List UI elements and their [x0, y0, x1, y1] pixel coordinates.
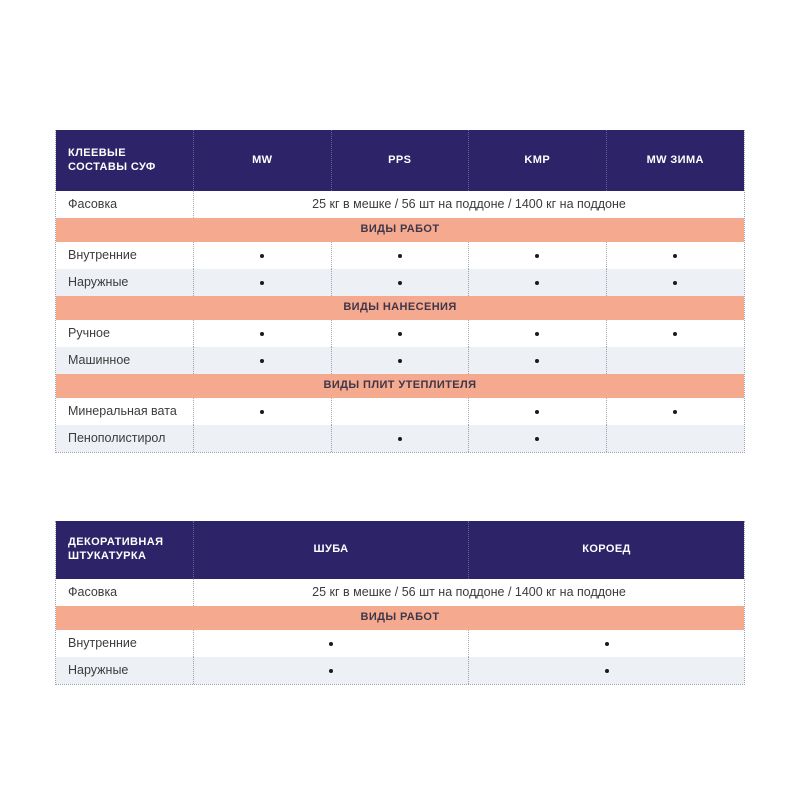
dot-mark: [673, 410, 677, 414]
mark-cell: [469, 347, 607, 374]
dot-mark: [535, 359, 539, 363]
empty-cell: [607, 347, 745, 374]
table-header-row: [56, 130, 744, 191]
dot-mark: [329, 669, 333, 673]
packing-row: [56, 579, 744, 606]
data-row: [56, 630, 744, 657]
mark-cell: [332, 320, 470, 347]
data-row: [56, 269, 744, 296]
tables-container: [0, 130, 800, 685]
column-header: PPS: [332, 130, 470, 191]
row-label: Фасовка: [56, 579, 194, 606]
section-header-row: [56, 218, 744, 242]
section-title: ВИДЫ НАНЕСЕНИЯ: [343, 301, 457, 314]
dot-mark: [535, 410, 539, 414]
dot-mark: [535, 437, 539, 441]
column-header: KMP: [469, 130, 607, 191]
dot-mark: [535, 281, 539, 285]
row-label: Ручное: [56, 320, 194, 347]
mark-cell: [469, 398, 607, 425]
page: [0, 130, 800, 800]
mark-cell: [194, 657, 469, 684]
dot-mark: [398, 437, 402, 441]
dot-mark: [673, 332, 677, 336]
empty-cell: [607, 425, 745, 452]
empty-cell: [332, 398, 470, 425]
data-row: [56, 425, 744, 452]
mark-cell: [194, 347, 332, 374]
mark-cell: [469, 269, 607, 296]
data-row: [56, 242, 744, 269]
row-label: Фасовка: [56, 191, 194, 218]
dot-mark: [398, 281, 402, 285]
dot-mark: [398, 359, 402, 363]
dot-mark: [673, 281, 677, 285]
column-header: КОРОЕД: [582, 543, 631, 556]
data-row: [56, 657, 744, 684]
section-title: ВИДЫ РАБОТ: [360, 611, 440, 624]
dot-mark: [260, 332, 264, 336]
section-header-row: [56, 374, 744, 398]
dot-mark: [535, 254, 539, 258]
product-table-1: [55, 130, 745, 453]
dot-mark: [260, 281, 264, 285]
data-row: [56, 398, 744, 425]
dot-mark: [329, 642, 333, 646]
table-title: ДЕКОРАТИВНАЯ ШТУКАТУРКА: [56, 521, 194, 579]
dot-mark: [673, 254, 677, 258]
row-label: Внутренние: [56, 242, 194, 269]
dot-mark: [398, 254, 402, 258]
section-title: ВИДЫ РАБОТ: [360, 223, 440, 236]
mark-cell: [194, 398, 332, 425]
mark-cell: [194, 242, 332, 269]
mark-cell: [194, 269, 332, 296]
packing-row: [56, 191, 744, 218]
data-row: [56, 320, 744, 347]
dot-mark: [260, 254, 264, 258]
section-title: ВИДЫ ПЛИТ УТЕПЛИТЕЛЯ: [323, 379, 477, 392]
column-header: ШУБА: [194, 521, 469, 579]
row-label: Наружные: [56, 269, 194, 296]
dot-mark: [260, 410, 264, 414]
empty-cell: [194, 425, 332, 452]
column-header: MW: [194, 130, 332, 191]
mark-cell: [469, 425, 607, 452]
packing-value: 25 кг в мешке / 56 шт на поддоне / 1400 кг на поддоне: [312, 584, 626, 599]
mark-cell: [607, 398, 745, 425]
dot-mark: [535, 332, 539, 336]
column-header: MW ЗИМА: [646, 153, 704, 166]
row-label: Пенополистирол: [56, 425, 194, 452]
mark-cell: [607, 269, 745, 296]
data-row: [56, 347, 744, 374]
mark-cell: [194, 630, 469, 657]
section-header-row: [56, 296, 744, 320]
table-title: КЛЕЕВЫЕ СОСТАВЫ СУФ: [56, 130, 194, 191]
dot-mark: [605, 669, 609, 673]
product-table-2: [55, 521, 745, 685]
mark-cell: [607, 320, 745, 347]
mark-cell: [469, 630, 744, 657]
row-label: Внутренние: [56, 630, 194, 657]
dot-mark: [605, 642, 609, 646]
mark-cell: [469, 320, 607, 347]
row-label: Машинное: [56, 347, 194, 374]
mark-cell: [194, 320, 332, 347]
dot-mark: [398, 332, 402, 336]
section-header-row: [56, 606, 744, 630]
mark-cell: [332, 269, 470, 296]
row-label: Наружные: [56, 657, 194, 684]
mark-cell: [469, 657, 744, 684]
table-header-row: [56, 521, 744, 579]
mark-cell: [332, 347, 470, 374]
dot-mark: [260, 359, 264, 363]
mark-cell: [332, 425, 470, 452]
row-label: Минеральная вата: [56, 398, 194, 425]
packing-value: 25 кг в мешке / 56 шт на поддоне / 1400 кг на поддоне: [312, 196, 626, 211]
mark-cell: [469, 242, 607, 269]
mark-cell: [332, 242, 470, 269]
mark-cell: [607, 242, 745, 269]
